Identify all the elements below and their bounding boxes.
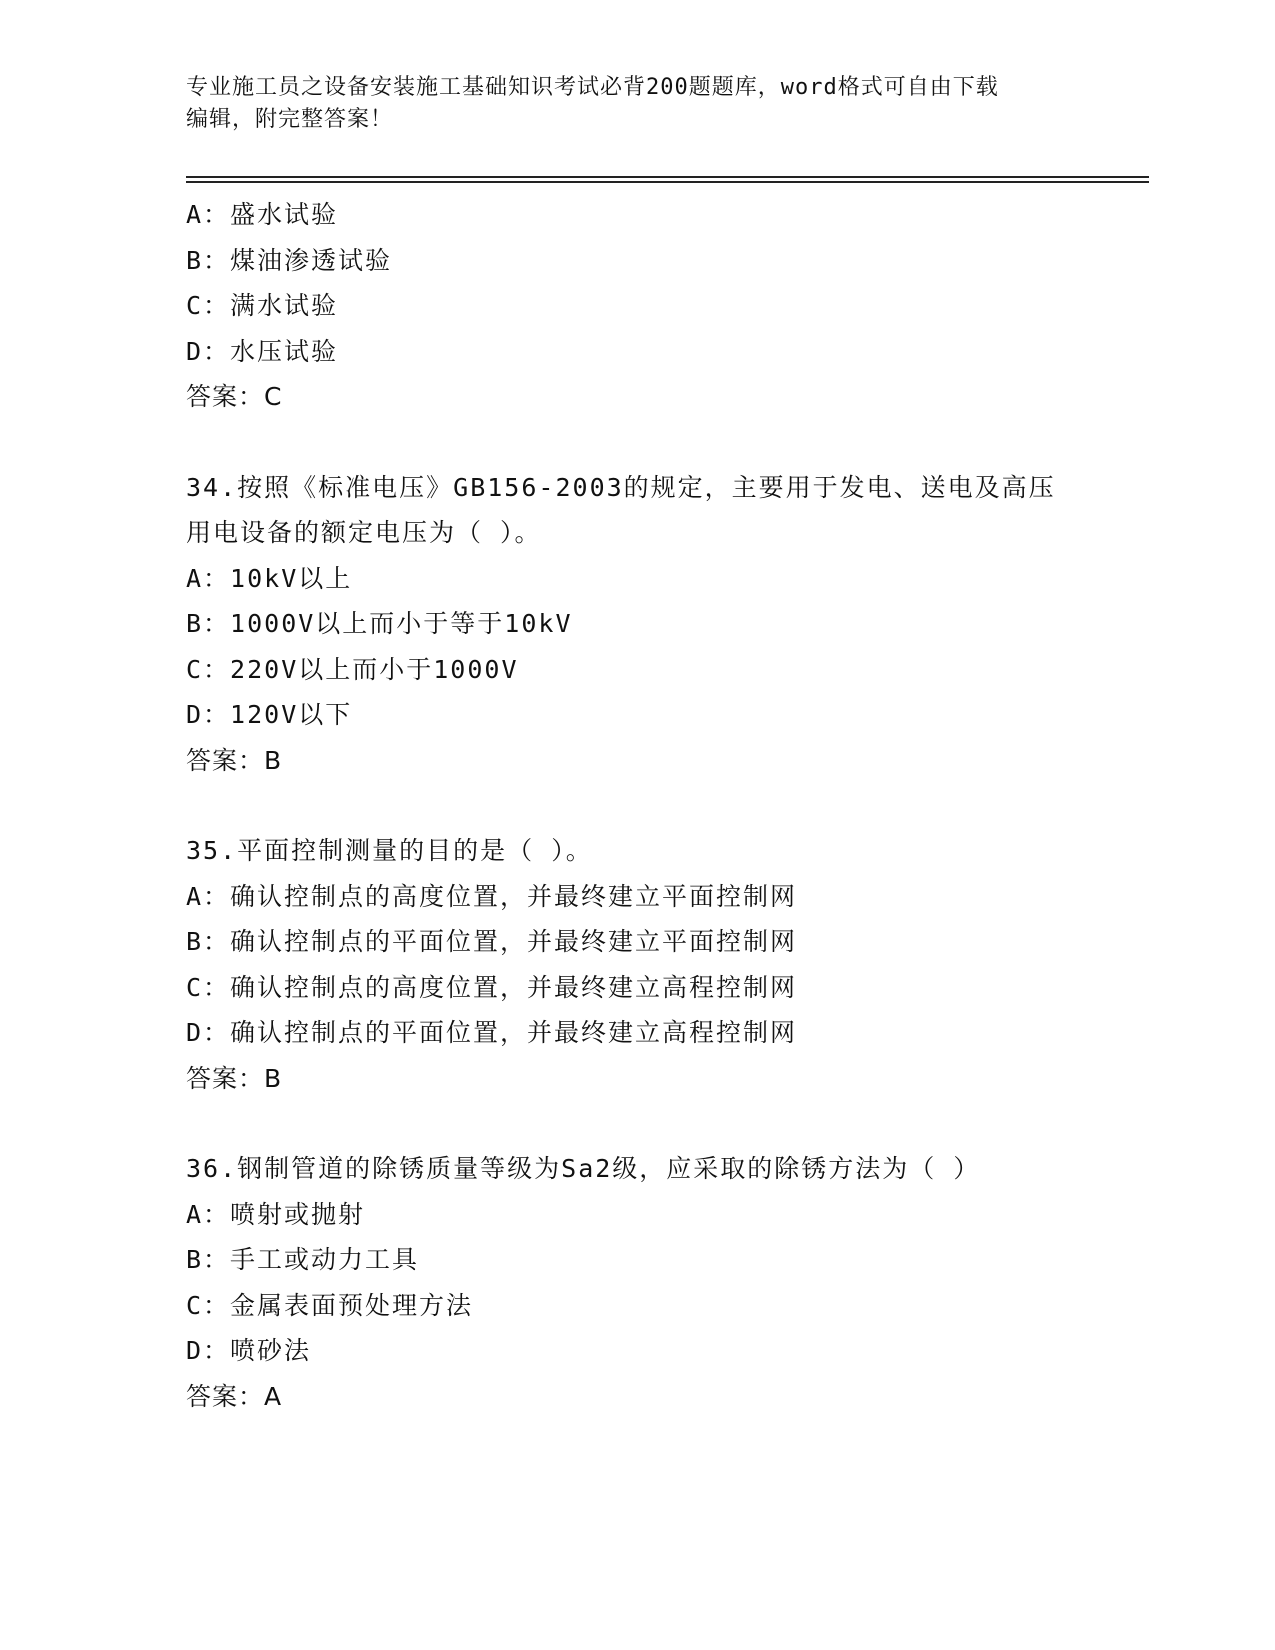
option-c: C：满水试验 (186, 291, 339, 320)
header-divider-bottom (186, 181, 1149, 183)
answer: 答案：A (186, 1381, 283, 1411)
question-spacer (186, 783, 1146, 828)
question-36 (186, 1146, 1146, 1419)
question-stem-continued: 用电设备的额定电压为（ ）。 (186, 518, 542, 547)
option-a: A：10kV以上 (186, 563, 353, 593)
answer: 答案：B (186, 1063, 283, 1093)
header-divider-top (186, 176, 1149, 178)
answer: 答案：B (186, 745, 283, 775)
option-b: B：1000V以上而小于等于10kV (186, 609, 573, 638)
option-c: C：金属表面预处理方法 (186, 1290, 474, 1320)
option-d: D：确认控制点的平面位置，并最终建立高程控制网 (186, 1018, 798, 1047)
option-b: B：手工或动力工具 (186, 1245, 420, 1274)
option-d: D：120V以下 (186, 700, 353, 729)
question-spacer (186, 1101, 1146, 1146)
answer: 答案：C (186, 382, 283, 411)
question-33-fragment (186, 192, 1146, 420)
question-stem: 35.平面控制测量的目的是（ ）。 (186, 836, 593, 865)
question-list (186, 192, 1146, 1419)
header-line-1: 专业施工员之设备安装施工基础知识考试必背200题题库，word格式可自由下载 (186, 75, 999, 100)
option-c: C：220V以上而小于1000V (186, 654, 519, 684)
header-line-2: 编辑，附完整答案！ (186, 107, 394, 132)
question-34 (186, 465, 1146, 784)
option-a: A：盛水试验 (186, 200, 339, 229)
document-header (186, 72, 1086, 136)
question-35 (186, 828, 1146, 1101)
option-c: C：确认控制点的高度位置，并最终建立高程控制网 (186, 972, 798, 1002)
question-spacer (186, 420, 1146, 465)
option-b: B：确认控制点的平面位置，并最终建立平面控制网 (186, 927, 798, 956)
option-a: A：确认控制点的高度位置，并最终建立平面控制网 (186, 881, 798, 911)
question-stem: 34.按照《标准电压》GB156-2003的规定，主要用于发电、送电及高压 (186, 472, 1056, 502)
option-b: B：煤油渗透试验 (186, 245, 393, 275)
option-d: D：水压试验 (186, 336, 339, 366)
question-stem: 36.钢制管道的除锈质量等级为Sa2级，应采取的除锈方法为（ ） (186, 1154, 981, 1183)
option-d: D：喷砂法 (186, 1336, 312, 1365)
option-a: A：喷射或抛射 (186, 1199, 366, 1229)
